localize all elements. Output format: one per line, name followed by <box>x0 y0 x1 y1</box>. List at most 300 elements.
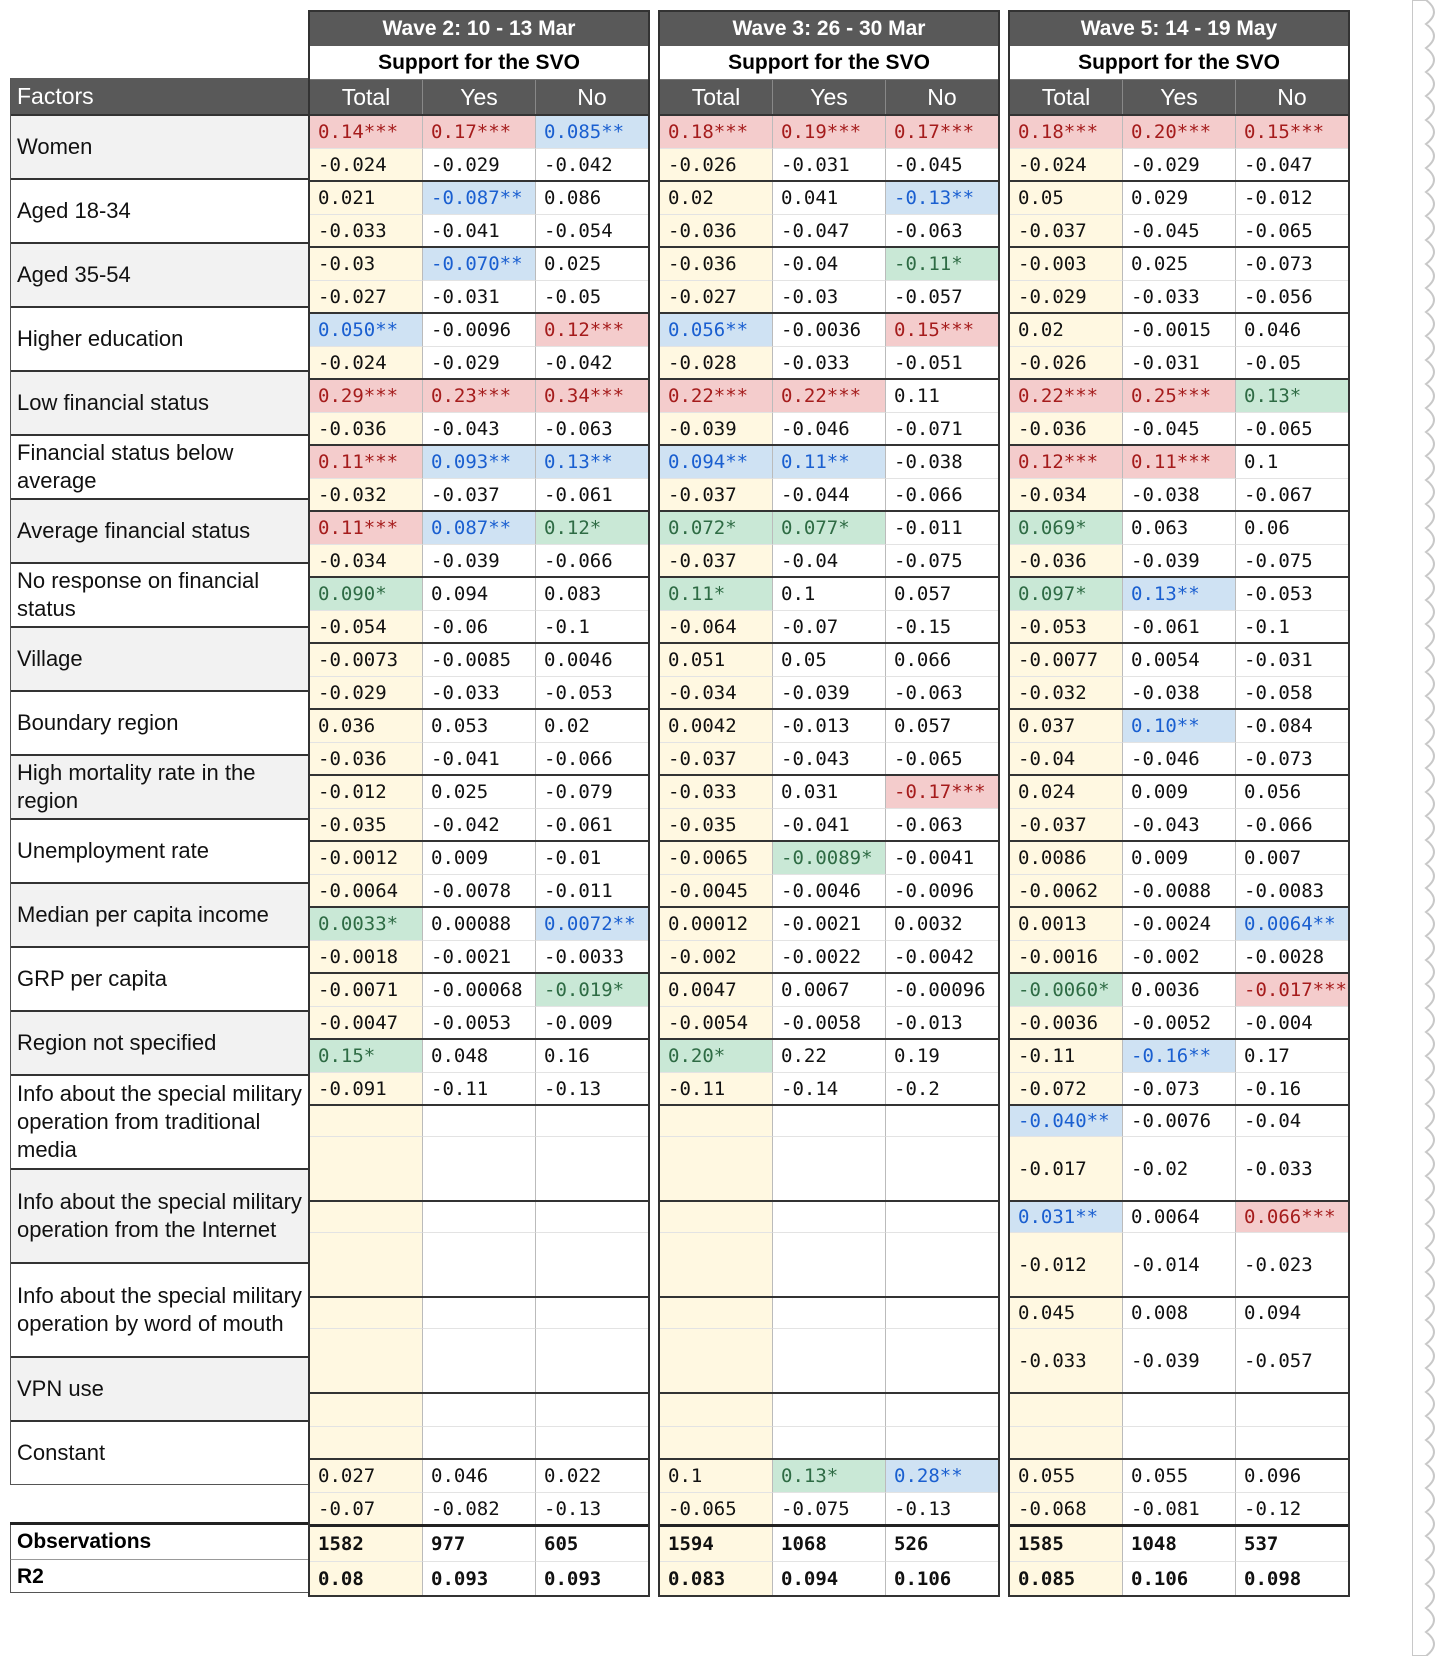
std-error-cell: -0.037 <box>660 544 772 576</box>
std-error-cell: -0.0053 <box>422 1006 535 1038</box>
coefficient-cell: 0.19*** <box>772 116 885 148</box>
coefficient-cell: 0.041 <box>772 182 885 214</box>
std-error-cell: -0.027 <box>660 280 772 312</box>
coefficient-cell: 0.0033* <box>310 908 422 940</box>
std-error-cell <box>772 1426 885 1458</box>
coefficient-cell: -0.00096 <box>885 974 998 1006</box>
factor-row-group <box>310 1038 648 1104</box>
coefficient-cell: 0.0064 <box>1122 1202 1235 1232</box>
std-error-cell: -0.009 <box>535 1006 648 1038</box>
std-error-cell <box>310 1136 422 1200</box>
coefficient-cell: -0.01 <box>535 842 648 874</box>
std-error-cell: -0.11 <box>660 1072 772 1104</box>
std-error-cell: -0.063 <box>885 214 998 246</box>
std-error-cell: -0.013 <box>885 1006 998 1038</box>
column-header: Yes <box>1122 80 1235 114</box>
factor-row-group <box>1010 642 1348 708</box>
coefficient-cell <box>310 1106 422 1136</box>
factor-row-group <box>310 444 648 510</box>
std-error-cell: -0.039 <box>772 676 885 708</box>
coefficient-cell: 0.056** <box>660 314 772 346</box>
std-error-cell <box>772 1328 885 1392</box>
factor-row-group <box>1010 906 1348 972</box>
coefficient-cell: -0.0071 <box>310 974 422 1006</box>
factor-row-group <box>310 312 648 378</box>
observations-cell: 1068 <box>772 1527 885 1561</box>
coefficient-cell: 0.22*** <box>1010 380 1122 412</box>
coefficient-cell: -0.00068 <box>422 974 535 1006</box>
std-error-cell: -0.1 <box>1235 610 1348 642</box>
column-header: Total <box>691 84 741 110</box>
std-error-cell: -0.07 <box>310 1492 422 1524</box>
std-error-cell <box>885 1136 998 1200</box>
coefficient-cell: 0.063 <box>1122 512 1235 544</box>
factor-label: Info about the special military operation from traditional media <box>11 1074 315 1168</box>
std-error-cell: -0.0064 <box>310 874 422 906</box>
std-error-cell: -0.05 <box>535 280 648 312</box>
std-error-cell: -0.063 <box>535 412 648 444</box>
coefficient-cell: 0.009 <box>1122 776 1235 808</box>
factor-row-group <box>1010 708 1348 774</box>
coefficient-cell: 0.025 <box>422 776 535 808</box>
std-error-cell: -0.043 <box>1122 808 1235 840</box>
factor-row-group <box>660 576 998 642</box>
factor-label: Region not specified <box>11 1010 315 1074</box>
column-header: Total <box>341 84 391 110</box>
coefficient-cell: 0.007 <box>1235 842 1348 874</box>
std-error-cell: -0.046 <box>772 412 885 444</box>
coefficient-cell: 0.1 <box>772 578 885 610</box>
coefficient-cell: 0.066*** <box>1235 1202 1348 1232</box>
support-subheader: Support for the SVO <box>310 46 648 80</box>
coefficient-cell: 0.029 <box>1122 182 1235 214</box>
factor-row-group <box>310 1458 648 1524</box>
factor-row-group <box>660 1104 998 1200</box>
coefficient-cell: 0.34*** <box>535 380 648 412</box>
coefficient-cell: 0.057 <box>885 578 998 610</box>
column-headers <box>1010 80 1348 114</box>
factor-row-group <box>310 180 648 246</box>
coefficient-cell: -0.0076 <box>1122 1106 1235 1136</box>
std-error-cell: -0.071 <box>885 412 998 444</box>
std-error-cell: -0.042 <box>422 808 535 840</box>
coefficient-cell: -0.04 <box>772 248 885 280</box>
factor-row-group <box>660 378 998 444</box>
std-error-cell: -0.05 <box>1235 346 1348 378</box>
std-error-cell: -0.036 <box>1010 544 1122 576</box>
std-error-cell: -0.029 <box>1122 148 1235 180</box>
std-error-cell: -0.041 <box>422 742 535 774</box>
std-error-cell <box>310 1232 422 1296</box>
factor-row-group <box>310 774 648 840</box>
wave-title: Wave 3: 26 - 30 Mar <box>660 12 998 46</box>
coefficient-cell: 0.072* <box>660 512 772 544</box>
coefficient-cell: -0.073 <box>1235 248 1348 280</box>
std-error-cell <box>422 1232 535 1296</box>
std-error-cell: -0.065 <box>1235 412 1348 444</box>
coefficient-cell <box>660 1298 772 1328</box>
std-error-cell: -0.038 <box>1122 478 1235 510</box>
coefficient-cell: 0.057 <box>885 710 998 742</box>
coefficient-cell: 0.046 <box>1235 314 1348 346</box>
coefficient-cell: 0.0046 <box>535 644 648 676</box>
std-error-cell: -0.066 <box>1235 808 1348 840</box>
std-error-cell: -0.037 <box>422 478 535 510</box>
coefficient-cell <box>885 1394 998 1426</box>
factors-column <box>10 78 316 1485</box>
factor-label: Boundary region <box>11 690 315 754</box>
coefficient-cell: 0.28** <box>885 1460 998 1492</box>
std-error-cell: -0.068 <box>1010 1492 1122 1524</box>
observations-cell: 605 <box>535 1527 648 1561</box>
factor-row-group <box>1010 774 1348 840</box>
std-error-cell: -0.047 <box>1235 148 1348 180</box>
coefficient-cell: -0.0036 <box>772 314 885 346</box>
coefficient-cell: 0.056 <box>1235 776 1348 808</box>
coefficient-cell: 0.085** <box>535 116 648 148</box>
std-error-cell: -0.031 <box>1122 346 1235 378</box>
coefficient-cell: 0.022 <box>535 1460 648 1492</box>
wave-title: Wave 2: 10 - 13 Mar <box>310 12 648 46</box>
stats-block <box>1010 1524 1348 1595</box>
std-error-cell: -0.038 <box>1122 676 1235 708</box>
std-error-cell: -0.075 <box>772 1492 885 1524</box>
std-error-cell: -0.061 <box>535 478 648 510</box>
std-error-cell: -0.0042 <box>885 940 998 972</box>
coefficient-cell: -0.038 <box>885 446 998 478</box>
coefficient-cell: 0.051 <box>660 644 772 676</box>
coefficient-cell: -0.0015 <box>1122 314 1235 346</box>
coefficient-cell: 0.024 <box>1010 776 1122 808</box>
factor-row-group <box>310 1296 648 1392</box>
coefficient-cell <box>660 1394 772 1426</box>
std-error-cell: -0.033 <box>772 346 885 378</box>
coefficient-cell: 0.0013 <box>1010 908 1122 940</box>
std-error-cell: -0.047 <box>772 214 885 246</box>
coefficient-cell: 0.096 <box>1235 1460 1348 1492</box>
coefficient-cell: 0.06 <box>1235 512 1348 544</box>
std-error-cell: -0.053 <box>1010 610 1122 642</box>
factor-label: Women <box>11 114 315 178</box>
r2-cell: 0.098 <box>1235 1561 1348 1595</box>
r2-cell: 0.093 <box>422 1561 535 1595</box>
r2-cell: 0.106 <box>885 1561 998 1595</box>
coefficient-cell: -0.11* <box>885 248 998 280</box>
coefficient-cell: -0.16** <box>1122 1040 1235 1072</box>
std-error-cell: -0.037 <box>660 478 772 510</box>
coefficient-cell: 0.13* <box>1235 380 1348 412</box>
coefficient-cell: 0.13** <box>1122 578 1235 610</box>
std-error-cell: -0.035 <box>660 808 772 840</box>
coefficient-cell: -0.13** <box>885 182 998 214</box>
std-error-cell <box>1010 1426 1122 1458</box>
std-error-cell <box>885 1232 998 1296</box>
r2-cell: 0.08 <box>310 1561 422 1595</box>
coefficient-cell: 0.10** <box>1122 710 1235 742</box>
coefficient-cell: 0.29*** <box>310 380 422 412</box>
std-error-cell: -0.045 <box>1122 214 1235 246</box>
coefficient-cell: -0.0096 <box>422 314 535 346</box>
coefficient-cell: 0.25*** <box>1122 380 1235 412</box>
coefficient-cell: 0.0064** <box>1235 908 1348 940</box>
factor-row-group <box>310 246 648 312</box>
coefficient-cell: -0.012 <box>310 776 422 808</box>
coefficient-cell: 0.055 <box>1122 1460 1235 1492</box>
factor-row-group <box>1010 114 1348 180</box>
std-error-cell: -0.0016 <box>1010 940 1122 972</box>
coefficient-cell: 0.046 <box>422 1460 535 1492</box>
coefficient-cell: -0.11 <box>1010 1040 1122 1072</box>
coefficient-cell: 0.086 <box>535 182 648 214</box>
std-error-cell: -0.057 <box>885 280 998 312</box>
std-error-cell <box>660 1328 772 1392</box>
std-error-cell: -0.11 <box>422 1072 535 1104</box>
std-error-cell: -0.035 <box>310 808 422 840</box>
factor-label: No response on financial status <box>11 562 315 626</box>
factor-label: VPN use <box>11 1356 315 1420</box>
std-error-cell: -0.04 <box>1010 742 1122 774</box>
std-error-cell: -0.075 <box>1235 544 1348 576</box>
coefficient-cell: 0.027 <box>310 1460 422 1492</box>
std-error-cell: -0.029 <box>422 346 535 378</box>
r2-cell: 0.083 <box>660 1561 772 1595</box>
factor-rows <box>11 114 315 1484</box>
std-error-cell: -0.034 <box>660 676 772 708</box>
std-error-cell: -0.043 <box>772 742 885 774</box>
std-error-cell: -0.091 <box>310 1072 422 1104</box>
coefficient-cell <box>772 1202 885 1232</box>
coefficient-cell <box>422 1202 535 1232</box>
r2-cell: 0.106 <box>1122 1561 1235 1595</box>
std-error-cell: -0.043 <box>422 412 535 444</box>
coefficient-cell: -0.012 <box>1235 182 1348 214</box>
coefficient-cell: 0.0042 <box>660 710 772 742</box>
std-error-cell <box>885 1328 998 1392</box>
std-error-cell: -0.033 <box>310 214 422 246</box>
factor-row-group <box>310 1200 648 1296</box>
std-error-cell <box>535 1426 648 1458</box>
factor-row-group <box>660 180 998 246</box>
factor-row-group <box>1010 1200 1348 1296</box>
factor-row-group <box>310 1392 648 1458</box>
std-error-cell: -0.072 <box>1010 1072 1122 1104</box>
coefficient-cell: -0.036 <box>660 248 772 280</box>
coefficient-cell: 0.05 <box>772 644 885 676</box>
std-error-cell <box>310 1328 422 1392</box>
std-error-cell <box>885 1426 998 1458</box>
factor-row-group <box>1010 180 1348 246</box>
coefficient-cell: 0.025 <box>535 248 648 280</box>
std-error-cell: -0.0028 <box>1235 940 1348 972</box>
std-error-cell: -0.002 <box>1122 940 1235 972</box>
factor-row-group <box>660 1296 998 1392</box>
std-error-cell: -0.041 <box>422 214 535 246</box>
std-error-cell: -0.042 <box>535 148 648 180</box>
factor-row-group <box>1010 1296 1348 1392</box>
factor-row-group <box>310 576 648 642</box>
std-error-cell <box>535 1328 648 1392</box>
std-error-cell: -0.0078 <box>422 874 535 906</box>
std-error-cell: -0.0088 <box>1122 874 1235 906</box>
factor-row-group <box>310 972 648 1038</box>
coefficient-cell: 0.037 <box>1010 710 1122 742</box>
std-error-cell: -0.2 <box>885 1072 998 1104</box>
r2-cell: 0.093 <box>535 1561 648 1595</box>
coefficient-cell: 0.094** <box>660 446 772 478</box>
coefficient-cell: 0.19 <box>885 1040 998 1072</box>
factor-row-group <box>660 642 998 708</box>
factor-row-group <box>1010 312 1348 378</box>
coefficient-cell <box>772 1106 885 1136</box>
std-error-cell: -0.036 <box>310 742 422 774</box>
coefficient-cell: 0.1 <box>660 1460 772 1492</box>
coefficient-cell: -0.017*** <box>1235 974 1348 1006</box>
r2-cell: 0.094 <box>772 1561 885 1595</box>
column-headers <box>310 80 648 114</box>
coefficient-cell <box>422 1298 535 1328</box>
factor-label: Aged 35-54 <box>11 242 315 306</box>
coefficient-cell <box>660 1106 772 1136</box>
factor-row-group <box>310 378 648 444</box>
coefficient-cell: 0.009 <box>1122 842 1235 874</box>
coefficient-cell: 0.22*** <box>660 380 772 412</box>
coefficient-cell: -0.0077 <box>1010 644 1122 676</box>
coefficient-cell: 0.23*** <box>422 380 535 412</box>
coefficient-cell: 0.02 <box>660 182 772 214</box>
coefficient-cell <box>660 1202 772 1232</box>
coefficient-cell: 0.18*** <box>660 116 772 148</box>
column-header: No <box>535 80 648 114</box>
std-error-cell: -0.031 <box>422 280 535 312</box>
coefficient-cell: -0.053 <box>1235 578 1348 610</box>
coefficient-cell: 0.13* <box>772 1460 885 1492</box>
factor-row-group <box>660 246 998 312</box>
coefficient-cell: 0.02 <box>1010 314 1122 346</box>
factor-row-group <box>1010 1038 1348 1104</box>
factors-header: Factors <box>11 78 315 114</box>
coefficient-cell: 0.090* <box>310 578 422 610</box>
std-error-cell: -0.023 <box>1235 1232 1348 1296</box>
factor-label: Village <box>11 626 315 690</box>
coefficient-cell: 0.097* <box>1010 578 1122 610</box>
std-error-cell: -0.065 <box>660 1492 772 1524</box>
std-error-cell: -0.034 <box>1010 478 1122 510</box>
std-error-cell: -0.0022 <box>772 940 885 972</box>
std-error-cell: -0.07 <box>772 610 885 642</box>
std-error-cell: -0.034 <box>310 544 422 576</box>
coefficient-cell: 0.00012 <box>660 908 772 940</box>
column-headers <box>660 80 998 114</box>
std-error-cell: -0.12 <box>1235 1492 1348 1524</box>
std-error-cell: -0.024 <box>310 346 422 378</box>
std-error-cell: -0.054 <box>535 214 648 246</box>
coefficient-cell: 0.11 <box>885 380 998 412</box>
std-error-cell: -0.16 <box>1235 1072 1348 1104</box>
std-error-cell: -0.0018 <box>310 940 422 972</box>
std-error-cell: -0.051 <box>885 346 998 378</box>
factor-row-group <box>660 906 998 972</box>
std-error-cell: -0.057 <box>1235 1328 1348 1392</box>
observations-cell: 1048 <box>1122 1527 1235 1561</box>
coefficient-cell: 0.0032 <box>885 908 998 940</box>
coefficient-cell: -0.084 <box>1235 710 1348 742</box>
coefficient-cell: -0.003 <box>1010 248 1122 280</box>
factor-label: Financial status below average <box>11 434 315 498</box>
std-error-cell: -0.058 <box>1235 676 1348 708</box>
std-error-cell: -0.037 <box>1010 808 1122 840</box>
coefficient-cell <box>422 1394 535 1426</box>
factor-row-group <box>660 1458 998 1524</box>
std-error-cell <box>422 1426 535 1458</box>
coefficient-cell: 0.12*** <box>1010 446 1122 478</box>
coefficient-cell: 0.077* <box>772 512 885 544</box>
std-error-cell: -0.032 <box>310 478 422 510</box>
std-error-cell: -0.045 <box>1122 412 1235 444</box>
factor-label: Higher education <box>11 306 315 370</box>
std-error-cell: -0.03 <box>772 280 885 312</box>
factor-label: Unemployment rate <box>11 818 315 882</box>
wave-panel-1 <box>308 10 650 1597</box>
std-error-cell: -0.012 <box>1010 1232 1122 1296</box>
coefficient-cell: 0.036 <box>310 710 422 742</box>
coefficient-cell: 0.050** <box>310 314 422 346</box>
coefficient-cell: 0.20*** <box>1122 116 1235 148</box>
coefficient-cell <box>772 1394 885 1426</box>
std-error-cell: -0.075 <box>885 544 998 576</box>
coefficient-cell: -0.17*** <box>885 776 998 808</box>
r2-cell: 0.085 <box>1010 1561 1122 1595</box>
factor-row-group <box>660 840 998 906</box>
coefficient-cell: 0.11*** <box>310 512 422 544</box>
coefficient-cell: 0.069* <box>1010 512 1122 544</box>
std-error-cell: -0.081 <box>1122 1492 1235 1524</box>
factor-row-group <box>660 312 998 378</box>
factor-row-group <box>660 114 998 180</box>
factor-label: Constant <box>11 1420 315 1484</box>
column-header: Total <box>1041 84 1091 110</box>
coefficient-cell: 0.1 <box>1235 446 1348 478</box>
std-error-cell <box>310 1426 422 1458</box>
coefficient-cell: -0.019* <box>535 974 648 1006</box>
observations-cell: 977 <box>422 1527 535 1561</box>
std-error-cell: -0.011 <box>535 874 648 906</box>
wave-panel-3 <box>1008 10 1350 1597</box>
std-error-cell: -0.032 <box>1010 676 1122 708</box>
std-error-cell: -0.073 <box>1235 742 1348 774</box>
std-error-cell: -0.0047 <box>310 1006 422 1038</box>
factor-row-group <box>310 840 648 906</box>
factor-row-group <box>310 510 648 576</box>
coefficient-cell <box>422 1106 535 1136</box>
std-error-cell: -0.13 <box>535 1072 648 1104</box>
factor-row-group <box>660 510 998 576</box>
coefficient-cell: -0.040** <box>1010 1106 1122 1136</box>
std-error-cell: -0.066 <box>885 478 998 510</box>
factor-row-group <box>660 774 998 840</box>
coefficient-cell <box>310 1202 422 1232</box>
factor-row-group <box>1010 1458 1348 1524</box>
factor-row-group <box>1010 1104 1348 1200</box>
factor-label: Aged 18-34 <box>11 178 315 242</box>
factor-label: Median per capita income <box>11 882 315 946</box>
std-error-cell: -0.14 <box>772 1072 885 1104</box>
coefficient-cell: 0.0054 <box>1122 644 1235 676</box>
coefficient-cell: 0.0067 <box>772 974 885 1006</box>
coefficient-cell: 0.00088 <box>422 908 535 940</box>
factor-row-group <box>310 1104 648 1200</box>
coefficient-cell: 0.18*** <box>1010 116 1122 148</box>
factor-row-group <box>660 1200 998 1296</box>
